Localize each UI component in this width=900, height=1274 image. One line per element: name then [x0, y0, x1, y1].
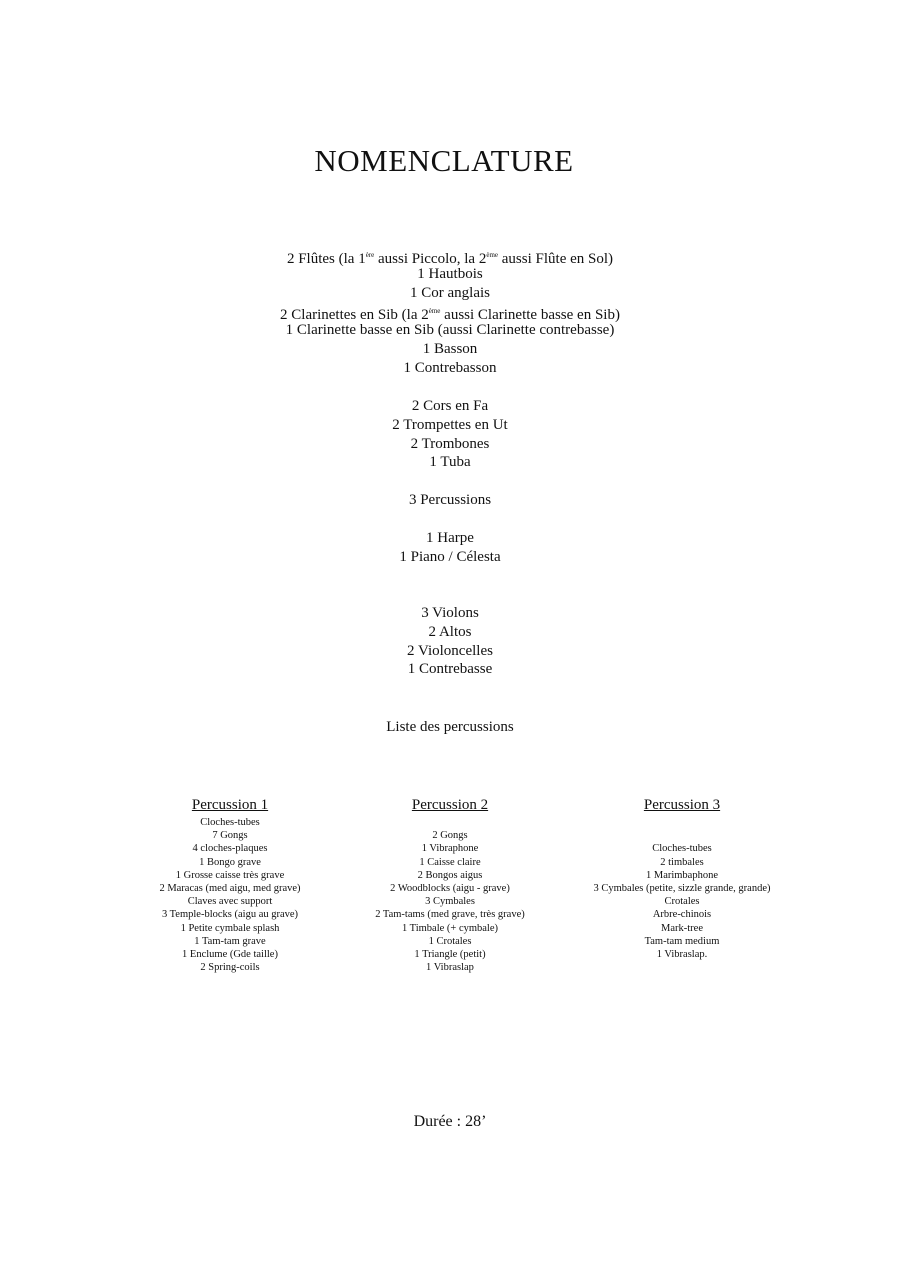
- list-item: Mark-tree: [661, 922, 703, 934]
- list-item: 2 Tam-tams (med grave, très grave): [375, 909, 525, 921]
- hautbois-line: 1 Hautbois: [417, 265, 483, 282]
- list-item: 2 Bongos aigus: [417, 869, 483, 881]
- percussion-1-column: [120, 796, 340, 974]
- percussion-3-heading: Percussion 3: [643, 797, 721, 813]
- string-item: 3 Violons: [421, 605, 479, 621]
- list-item: Cloches-tubes: [652, 843, 712, 855]
- keyboard-item: 1 Piano / Célesta: [399, 548, 501, 565]
- flutes-line: 2 Flûtes (la 1ère aussi Piccolo, la 2ème aussi Flûte en Sol): [286, 251, 614, 267]
- brass-item: 2 Cors en Fa: [411, 398, 489, 414]
- list-item: 1 Vibraslap.: [656, 948, 708, 960]
- brass-item: 2 Trompettes en Ut: [392, 416, 508, 433]
- brass-item: 1 Tuba: [429, 454, 471, 471]
- string-item: 2 Violoncelles: [407, 642, 493, 659]
- keyboards-section: [0, 529, 900, 567]
- list-item: 7 Gongs: [212, 830, 248, 842]
- list-item: Arbre-chinois: [652, 909, 712, 921]
- list-item: 1 Crotales: [428, 935, 472, 947]
- list-item: 2 timbales: [660, 856, 704, 868]
- contrebasson-line: 1 Contrebasson: [403, 359, 497, 376]
- list-item: 2 Maracas (med aigu, med grave): [159, 882, 301, 894]
- percussion-count: 3 Percussions: [408, 492, 492, 508]
- woodwinds-section: [0, 246, 900, 378]
- list-item: 1 Caisse claire: [419, 856, 481, 868]
- list-item: 3 Temple-blocks (aigu au grave): [161, 909, 299, 921]
- list-item: 1 Petite cymbale splash: [180, 922, 280, 934]
- percussion-1-heading: Percussion 1: [191, 797, 269, 813]
- percussion-2-column: [340, 796, 560, 974]
- list-item: 1 Enclume (Gde taille): [182, 948, 278, 960]
- list-item: Claves avec support: [187, 896, 273, 908]
- list-item: Cloches-tubes: [200, 817, 260, 828]
- list-item: 3 Cymbales (petite, sizzle grande, grande): [593, 882, 771, 894]
- list-item: Crotales: [664, 896, 700, 908]
- clarinettes-line: 2 Clarinettes en Sib (la 2ème aussi Clarinette basse en Sib): [280, 307, 620, 324]
- list-item: 2 Spring-coils: [200, 962, 260, 974]
- list-item: 1 Vibraphone: [421, 843, 479, 855]
- list-item: 1 Tam-tam grave: [194, 935, 266, 947]
- list-item: 1 Grosse caisse très grave: [175, 869, 285, 881]
- basson-line: 1 Basson: [422, 340, 478, 357]
- list-item: 4 cloches-plaques: [192, 843, 268, 855]
- strings-section: [0, 604, 900, 679]
- page-title: NOMENCLATURE: [314, 143, 574, 178]
- brass-section: [0, 397, 900, 472]
- list-item: 1 Marimbaphone: [645, 869, 719, 881]
- percussion-section: [0, 491, 900, 510]
- clarinette-basse-line: 1 Clarinette basse en Sib (aussi Clarinette contrebasse): [285, 322, 615, 339]
- list-item: 1 Vibraslap: [426, 962, 474, 974]
- string-item: 1 Contrebasse: [407, 661, 493, 678]
- percussion-3-column: [562, 796, 802, 961]
- duration: Durée : 28’: [413, 1113, 487, 1130]
- list-item: 3 Cymbales: [425, 896, 475, 908]
- percussion-list-heading: Liste des percussions: [386, 719, 514, 735]
- list-item: 2 Woodblocks (aigu - grave): [390, 882, 510, 894]
- brass-item: 2 Trombones: [410, 435, 490, 452]
- string-item: 2 Altos: [428, 623, 472, 640]
- cor-anglais-line: 1 Cor anglais: [410, 284, 490, 301]
- list-item: 1 Timbale (+ cymbale): [401, 922, 499, 934]
- keyboard-item: 1 Harpe: [426, 530, 474, 546]
- list-item: 1 Bongo grave: [199, 856, 261, 868]
- list-item: Tam-tam medium: [644, 935, 720, 947]
- list-item: 2 Gongs: [432, 830, 468, 842]
- list-item: 1 Triangle (petit): [414, 948, 486, 960]
- percussion-2-heading: Percussion 2: [411, 797, 489, 813]
